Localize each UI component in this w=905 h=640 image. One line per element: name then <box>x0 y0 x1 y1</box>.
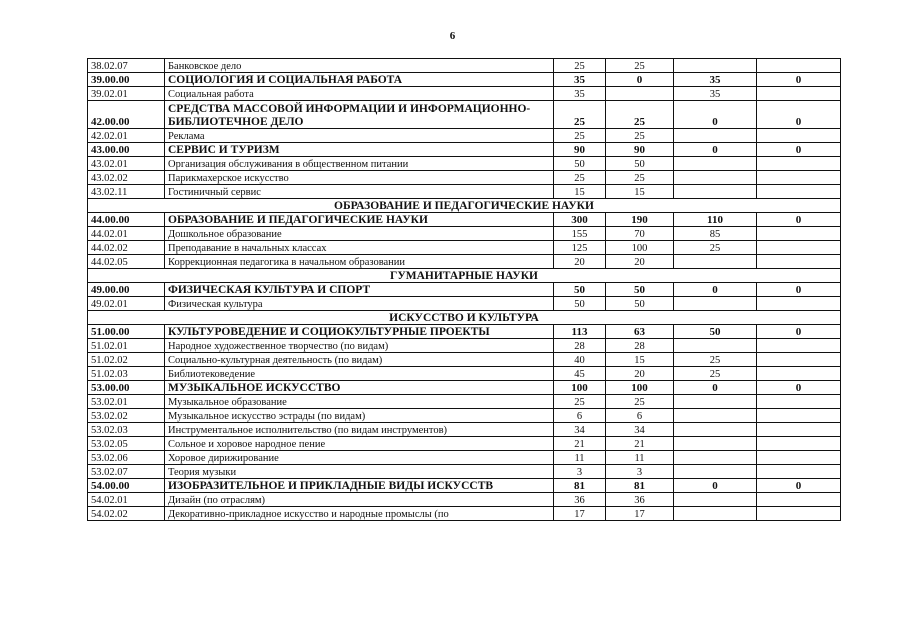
code-cell: 42.02.01 <box>88 129 165 143</box>
value-cell-3 <box>674 59 757 73</box>
table-row <box>88 395 841 409</box>
value-cell-2 <box>606 87 674 101</box>
section-title: ОБРАЗОВАНИЕ И ПЕДАГОГИЧЕСКИЕ НАУКИ <box>88 199 841 213</box>
value-cell-3: 35 <box>674 87 757 101</box>
code-cell: 51.02.03 <box>88 367 165 381</box>
value-cell-3 <box>674 339 757 353</box>
value-cell-3: 0 <box>674 101 757 129</box>
value-cell-4 <box>757 171 841 185</box>
value-cell-4 <box>757 241 841 255</box>
name-cell: КУЛЬТУРОВЕДЕНИЕ И СОЦИОКУЛЬТУРНЫЕ ПРОЕКТЫ <box>165 325 554 339</box>
value-cell-4 <box>757 409 841 423</box>
value-cell-1: 155 <box>554 227 606 241</box>
code-cell: 42.00.00 <box>88 101 165 129</box>
table-row <box>88 353 841 367</box>
code-cell: 51.02.01 <box>88 339 165 353</box>
name-cell: Музыкальное искусство эстрады (по видам) <box>165 409 554 423</box>
code-cell: 43.02.11 <box>88 185 165 199</box>
value-cell-1: 25 <box>554 129 606 143</box>
code-cell: 44.02.05 <box>88 255 165 269</box>
table-row <box>88 367 841 381</box>
value-cell-1: 25 <box>554 395 606 409</box>
table-row <box>88 185 841 199</box>
name-cell: Преподавание в начальных классах <box>165 241 554 255</box>
value-cell-2: 25 <box>606 395 674 409</box>
code-cell: 44.02.02 <box>88 241 165 255</box>
code-cell: 39.02.01 <box>88 87 165 101</box>
table-row <box>88 297 841 311</box>
value-cell-3 <box>674 409 757 423</box>
value-cell-2: 34 <box>606 423 674 437</box>
value-cell-4 <box>757 59 841 73</box>
value-cell-3 <box>674 451 757 465</box>
code-cell: 38.02.07 <box>88 59 165 73</box>
value-cell-1: 25 <box>554 101 606 129</box>
table-row <box>88 493 841 507</box>
value-cell-1: 36 <box>554 493 606 507</box>
value-cell-3 <box>674 465 757 479</box>
group-row <box>88 143 841 157</box>
value-cell-2: 28 <box>606 339 674 353</box>
value-cell-2: 6 <box>606 409 674 423</box>
name-cell: МУЗЫКАЛЬНОЕ ИСКУССТВО <box>165 381 554 395</box>
value-cell-2: 25 <box>606 129 674 143</box>
code-cell: 53.02.02 <box>88 409 165 423</box>
value-cell-3 <box>674 507 757 521</box>
section-header-row <box>88 199 841 213</box>
value-cell-3 <box>674 129 757 143</box>
code-cell: 51.00.00 <box>88 325 165 339</box>
value-cell-4 <box>757 297 841 311</box>
value-cell-4: 0 <box>757 325 841 339</box>
value-cell-2: 70 <box>606 227 674 241</box>
code-cell: 51.02.02 <box>88 353 165 367</box>
value-cell-2: 25 <box>606 59 674 73</box>
value-cell-4 <box>757 395 841 409</box>
value-cell-1: 6 <box>554 409 606 423</box>
value-cell-1: 90 <box>554 143 606 157</box>
table-row <box>88 129 841 143</box>
code-cell: 49.00.00 <box>88 283 165 297</box>
name-cell: Банковское дело <box>165 59 554 73</box>
name-cell: ОБРАЗОВАНИЕ И ПЕДАГОГИЧЕСКИЕ НАУКИ <box>165 213 554 227</box>
value-cell-3 <box>674 255 757 269</box>
value-cell-3 <box>674 437 757 451</box>
value-cell-3 <box>674 493 757 507</box>
value-cell-1: 50 <box>554 283 606 297</box>
code-cell: 44.02.01 <box>88 227 165 241</box>
value-cell-3 <box>674 395 757 409</box>
value-cell-4 <box>757 129 841 143</box>
code-cell: 53.02.03 <box>88 423 165 437</box>
group-row <box>88 381 841 395</box>
name-cell: СРЕДСТВА МАССОВОЙ ИНФОРМАЦИИ И ИНФОРМАЦИОННО-БИБЛИОТЕЧНОЕ ДЕЛО <box>165 101 554 129</box>
value-cell-2: 50 <box>606 157 674 171</box>
table-row <box>88 87 841 101</box>
name-cell: Реклама <box>165 129 554 143</box>
value-cell-1: 3 <box>554 465 606 479</box>
value-cell-3: 0 <box>674 283 757 297</box>
name-cell: ФИЗИЧЕСКАЯ КУЛЬТУРА И СПОРТ <box>165 283 554 297</box>
table-row <box>88 255 841 269</box>
value-cell-4: 0 <box>757 101 841 129</box>
value-cell-1: 34 <box>554 423 606 437</box>
table-row <box>88 409 841 423</box>
value-cell-4: 0 <box>757 283 841 297</box>
value-cell-3: 110 <box>674 213 757 227</box>
name-cell: Парикмахерское искусство <box>165 171 554 185</box>
section-header-row <box>88 269 841 283</box>
code-cell: 54.02.01 <box>88 493 165 507</box>
table-row <box>88 241 841 255</box>
value-cell-3: 85 <box>674 227 757 241</box>
group-row <box>88 73 841 87</box>
name-cell: СЕРВИС И ТУРИЗМ <box>165 143 554 157</box>
value-cell-1: 35 <box>554 87 606 101</box>
value-cell-1: 11 <box>554 451 606 465</box>
name-cell: Инструментальное исполнительство (по видам инструментов) <box>165 423 554 437</box>
name-cell: ИЗОБРАЗИТЕЛЬНОЕ И ПРИКЛАДНЫЕ ВИДЫ ИСКУССТВ <box>165 479 554 493</box>
code-cell: 54.02.02 <box>88 507 165 521</box>
table-row <box>88 451 841 465</box>
section-title: ИСКУССТВО И КУЛЬТУРА <box>88 311 841 325</box>
value-cell-3: 50 <box>674 325 757 339</box>
name-cell: Сольное и хоровое народное пение <box>165 437 554 451</box>
group-row <box>88 283 841 297</box>
value-cell-1: 25 <box>554 59 606 73</box>
value-cell-4 <box>757 185 841 199</box>
code-cell: 53.02.07 <box>88 465 165 479</box>
value-cell-2: 0 <box>606 73 674 87</box>
code-cell: 43.02.02 <box>88 171 165 185</box>
value-cell-3 <box>674 185 757 199</box>
page-number: 6 <box>449 30 456 42</box>
group-row <box>88 213 841 227</box>
name-cell: Теория музыки <box>165 465 554 479</box>
value-cell-2: 50 <box>606 283 674 297</box>
value-cell-1: 15 <box>554 185 606 199</box>
section-header-row <box>88 311 841 325</box>
value-cell-1: 100 <box>554 381 606 395</box>
code-cell: 54.00.00 <box>88 479 165 493</box>
name-cell: СОЦИОЛОГИЯ И СОЦИАЛЬНАЯ РАБОТА <box>165 73 554 87</box>
value-cell-1: 50 <box>554 157 606 171</box>
table-row <box>88 339 841 353</box>
value-cell-2: 20 <box>606 367 674 381</box>
specialties-table <box>87 58 841 521</box>
name-cell: Декоративно-прикладное искусство и народные промыслы (по <box>165 507 554 521</box>
value-cell-1: 40 <box>554 353 606 367</box>
group-row <box>88 325 841 339</box>
value-cell-2: 81 <box>606 479 674 493</box>
value-cell-2: 63 <box>606 325 674 339</box>
value-cell-1: 17 <box>554 507 606 521</box>
code-cell: 53.00.00 <box>88 381 165 395</box>
value-cell-3: 25 <box>674 353 757 367</box>
value-cell-1: 35 <box>554 73 606 87</box>
code-cell: 43.00.00 <box>88 143 165 157</box>
value-cell-2: 15 <box>606 353 674 367</box>
value-cell-4 <box>757 451 841 465</box>
group-row <box>88 479 841 493</box>
value-cell-3 <box>674 157 757 171</box>
code-cell: 49.02.01 <box>88 297 165 311</box>
value-cell-3 <box>674 171 757 185</box>
code-cell: 43.02.01 <box>88 157 165 171</box>
table-row <box>88 171 841 185</box>
value-cell-4 <box>757 493 841 507</box>
value-cell-2: 3 <box>606 465 674 479</box>
value-cell-4: 0 <box>757 381 841 395</box>
name-cell: Хоровое дирижирование <box>165 451 554 465</box>
value-cell-2: 25 <box>606 171 674 185</box>
value-cell-3: 25 <box>674 367 757 381</box>
value-cell-1: 50 <box>554 297 606 311</box>
value-cell-4 <box>757 465 841 479</box>
name-cell: Социальная работа <box>165 87 554 101</box>
table-row <box>88 423 841 437</box>
name-cell: Дизайн (по отраслям) <box>165 493 554 507</box>
table-row <box>88 507 841 521</box>
value-cell-3: 0 <box>674 381 757 395</box>
value-cell-3 <box>674 297 757 311</box>
code-cell: 44.00.00 <box>88 213 165 227</box>
value-cell-4 <box>757 353 841 367</box>
value-cell-2: 50 <box>606 297 674 311</box>
value-cell-2: 90 <box>606 143 674 157</box>
table-row <box>88 437 841 451</box>
table-row <box>88 465 841 479</box>
value-cell-1: 45 <box>554 367 606 381</box>
name-cell: Физическая культура <box>165 297 554 311</box>
value-cell-3 <box>674 423 757 437</box>
value-cell-2: 15 <box>606 185 674 199</box>
value-cell-1: 125 <box>554 241 606 255</box>
value-cell-2: 25 <box>606 101 674 129</box>
section-title: ГУМАНИТАРНЫЕ НАУКИ <box>88 269 841 283</box>
value-cell-2: 11 <box>606 451 674 465</box>
value-cell-4 <box>757 367 841 381</box>
value-cell-4 <box>757 423 841 437</box>
value-cell-1: 81 <box>554 479 606 493</box>
value-cell-1: 20 <box>554 255 606 269</box>
value-cell-4 <box>757 227 841 241</box>
value-cell-3: 25 <box>674 241 757 255</box>
value-cell-1: 28 <box>554 339 606 353</box>
value-cell-4: 0 <box>757 479 841 493</box>
value-cell-4 <box>757 87 841 101</box>
value-cell-4 <box>757 507 841 521</box>
name-cell: Народное художественное творчество (по видам) <box>165 339 554 353</box>
code-cell: 39.00.00 <box>88 73 165 87</box>
table-row <box>88 59 841 73</box>
value-cell-1: 21 <box>554 437 606 451</box>
table-body <box>88 59 841 521</box>
value-cell-1: 113 <box>554 325 606 339</box>
name-cell: Социально-культурная деятельность (по видам) <box>165 353 554 367</box>
code-cell: 53.02.05 <box>88 437 165 451</box>
name-cell: Коррекционная педагогика в начальном образовании <box>165 255 554 269</box>
name-cell: Гостиничный сервис <box>165 185 554 199</box>
value-cell-2: 17 <box>606 507 674 521</box>
code-cell: 53.02.06 <box>88 451 165 465</box>
name-cell: Дошкольное образование <box>165 227 554 241</box>
name-cell: Музыкальное образование <box>165 395 554 409</box>
value-cell-4 <box>757 437 841 451</box>
group-row <box>88 101 841 129</box>
value-cell-2: 21 <box>606 437 674 451</box>
name-cell: Организация обслуживания в общественном питании <box>165 157 554 171</box>
value-cell-2: 100 <box>606 381 674 395</box>
value-cell-4: 0 <box>757 73 841 87</box>
value-cell-3: 35 <box>674 73 757 87</box>
value-cell-3: 0 <box>674 143 757 157</box>
value-cell-3: 0 <box>674 479 757 493</box>
value-cell-1: 300 <box>554 213 606 227</box>
value-cell-2: 36 <box>606 493 674 507</box>
table-row <box>88 227 841 241</box>
value-cell-4 <box>757 339 841 353</box>
name-cell: Библиотековедение <box>165 367 554 381</box>
code-cell: 53.02.01 <box>88 395 165 409</box>
value-cell-4: 0 <box>757 213 841 227</box>
value-cell-2: 190 <box>606 213 674 227</box>
value-cell-2: 100 <box>606 241 674 255</box>
value-cell-4 <box>757 255 841 269</box>
value-cell-4: 0 <box>757 143 841 157</box>
table-row <box>88 157 841 171</box>
value-cell-1: 25 <box>554 171 606 185</box>
value-cell-4 <box>757 157 841 171</box>
value-cell-2: 20 <box>606 255 674 269</box>
